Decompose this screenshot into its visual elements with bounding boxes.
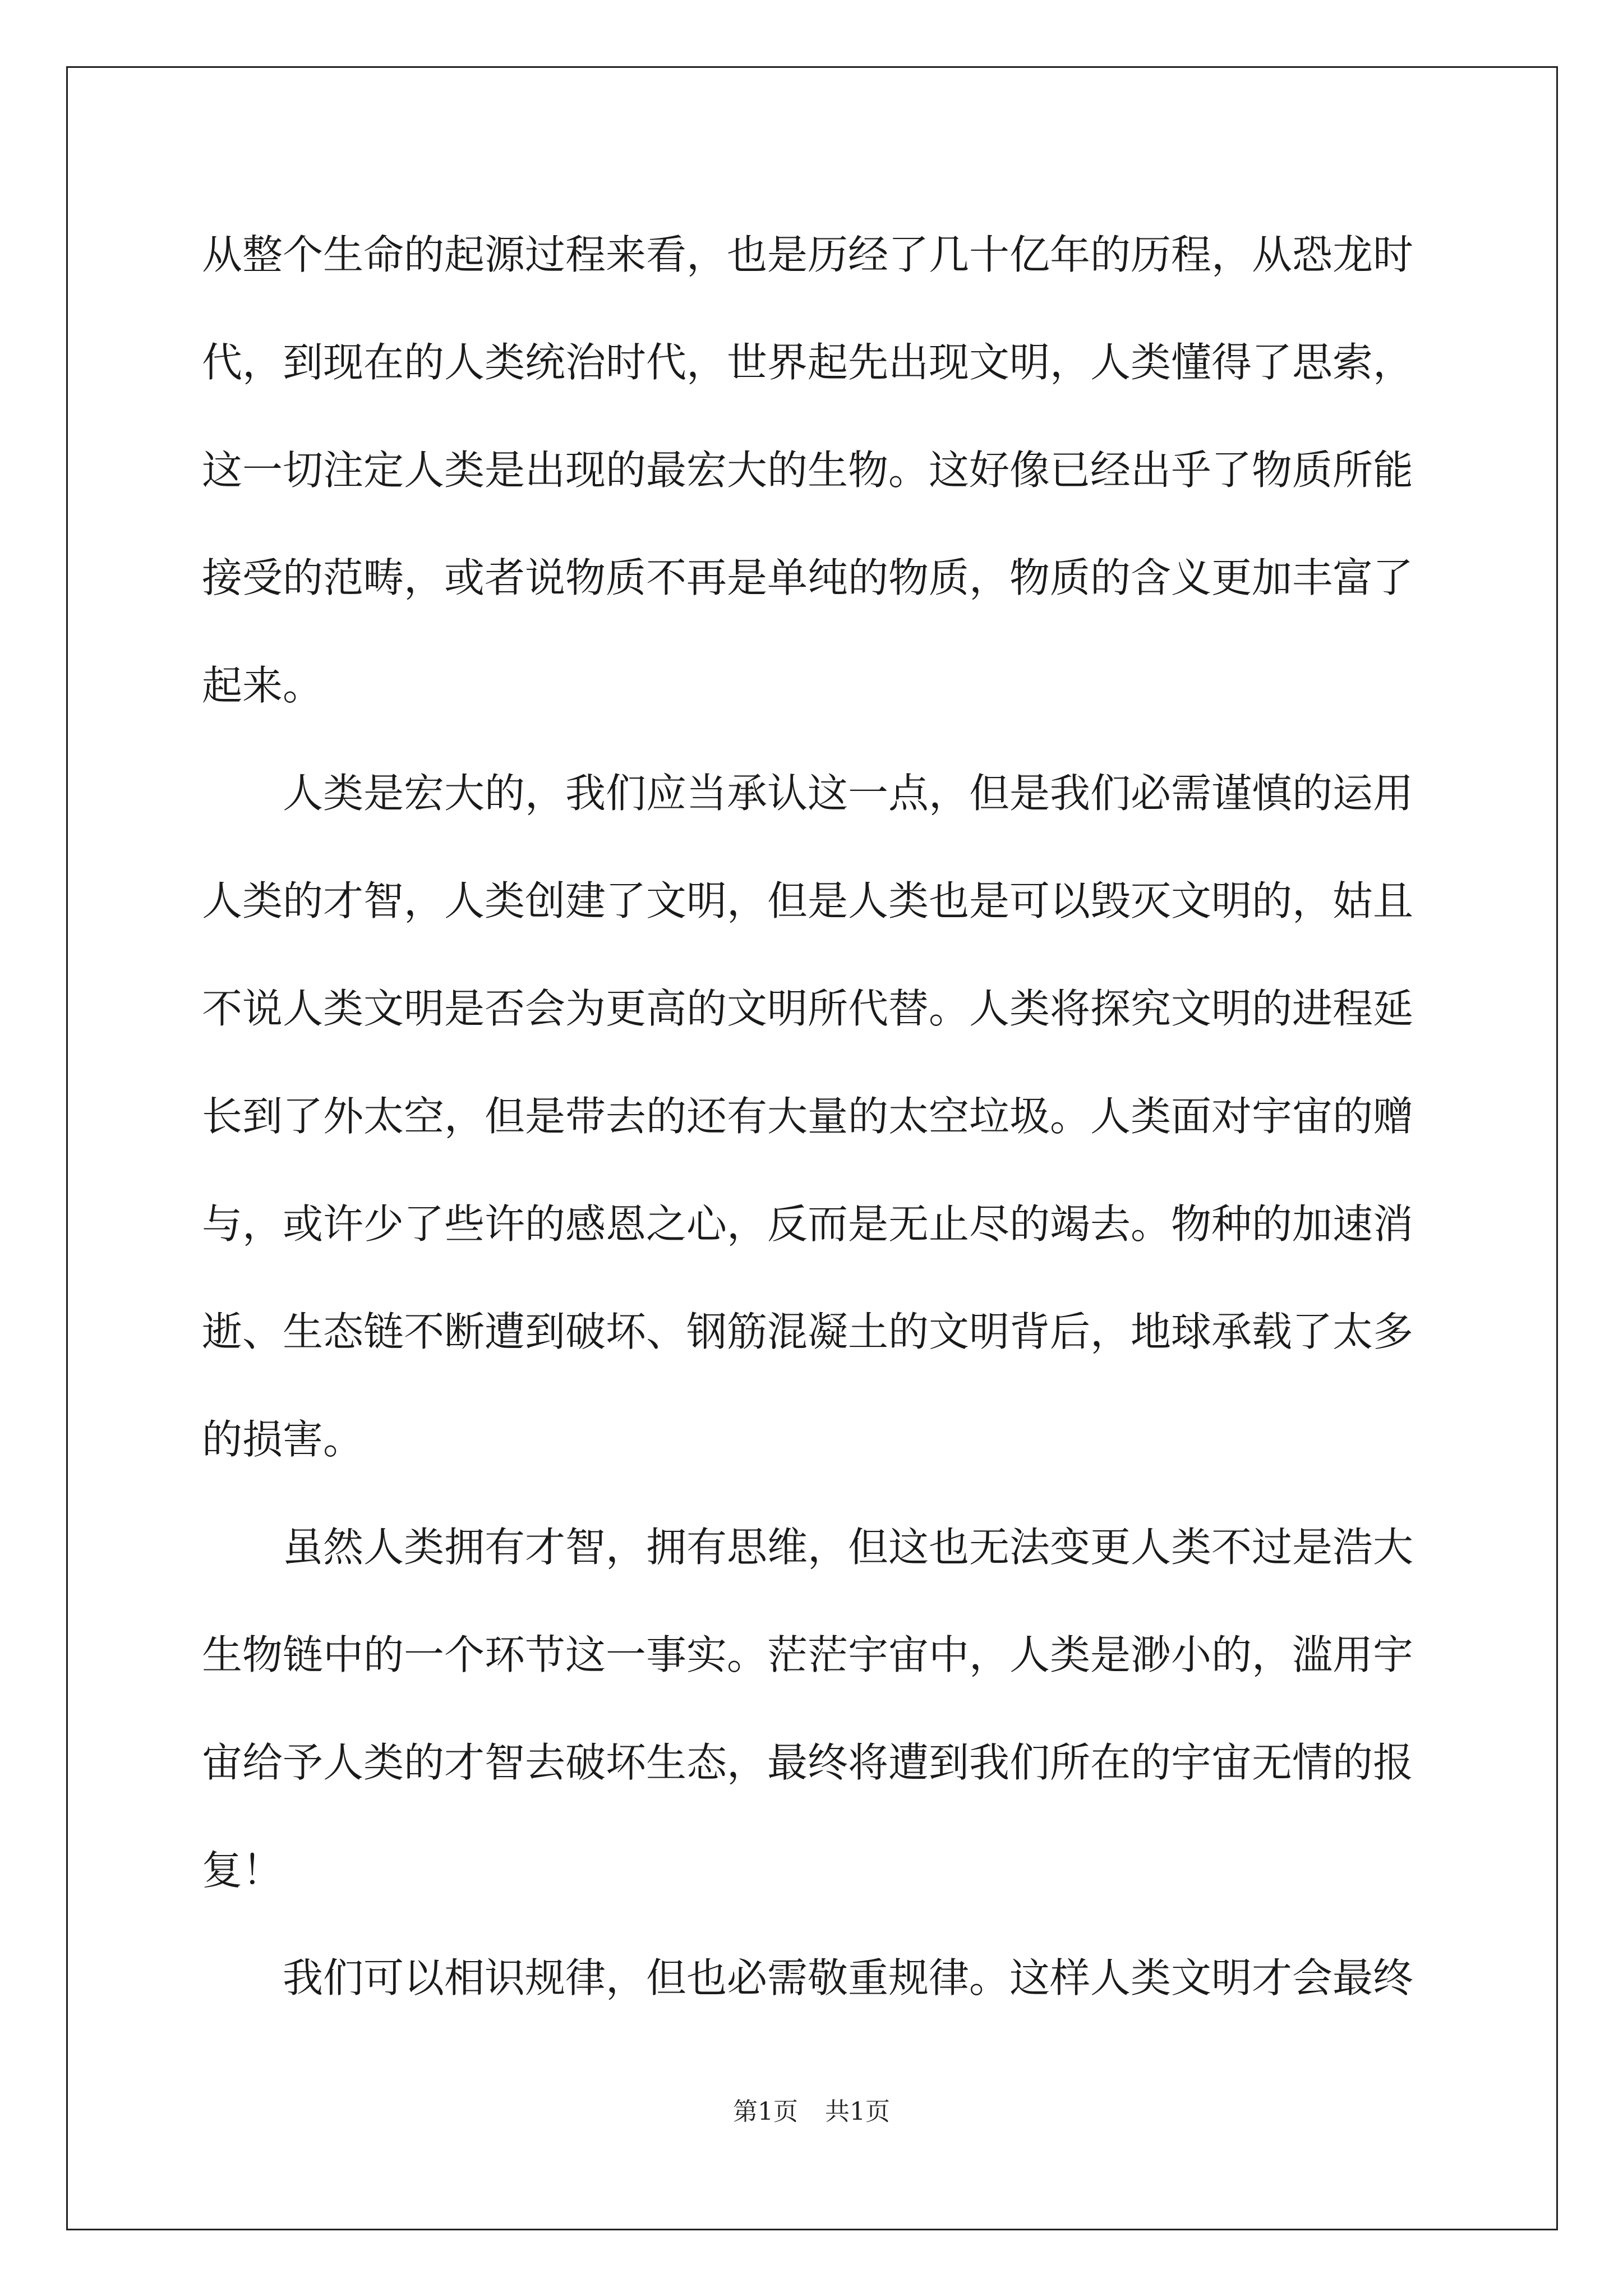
text-line: 这一切注定人类是出现的最宏大的生物。这好像已经出乎了物质所能: [202, 447, 1414, 494]
text-line: 逝、生态链不断遭到破坏、钢筋混凝土的文明背后，地球承载了太多: [202, 1308, 1414, 1355]
text-line: 宙给予人类的才智去破坏生态，最终将遭到我们所在的宇宙无情的报: [202, 1739, 1414, 1786]
text-line: 人类的才智，人类创建了文明，但是人类也是可以毁灭文明的，姑且: [202, 877, 1414, 924]
text-line: 与，或许少了些许的感恩之心，反而是无止尽的竭去。物种的加速消: [202, 1200, 1414, 1248]
page-number: 第1页: [733, 2097, 798, 2126]
text-line: 生物链中的一个环节这一事实。茫茫宇宙中，人类是渺小的，滥用宇: [202, 1631, 1414, 1678]
page-total: 共1页: [825, 2097, 890, 2126]
text-line: 接受的范畴，或者说物质不再是单纯的物质，物质的含义更加丰富了: [202, 554, 1414, 601]
text-line: 复！: [202, 1847, 283, 1894]
text-line: 起来。: [202, 662, 324, 709]
paragraph-first-line: 人类是宏大的，我们应当承认这一点，但是我们必需谨慎的运用: [283, 770, 1414, 817]
text-line: 不说人类文明是否会为更高的文明所代替。人类将探究文明的进程延: [202, 985, 1414, 1032]
text-line: 代，到现在的人类统治时代，世界起先出现文明，人类懂得了思索，: [202, 339, 1414, 386]
text-line: 的损害。: [202, 1416, 364, 1463]
paragraph-first-line: 我们可以相识规律，但也必需敬重规律。这样人类文明才会最终: [283, 1954, 1414, 2001]
paragraph-first-line: 虽然人类拥有才智，拥有思维，但这也无法变更人类不过是浩大: [283, 1524, 1414, 1571]
text-line: 从整个生命的起源过程来看，也是历经了几十亿年的历程，从恐龙时: [202, 231, 1414, 278]
page-footer: [0, 2095, 1623, 2129]
text-line: 长到了外太空，但是带去的还有大量的太空垃圾。人类面对宇宙的赠: [202, 1093, 1414, 1140]
